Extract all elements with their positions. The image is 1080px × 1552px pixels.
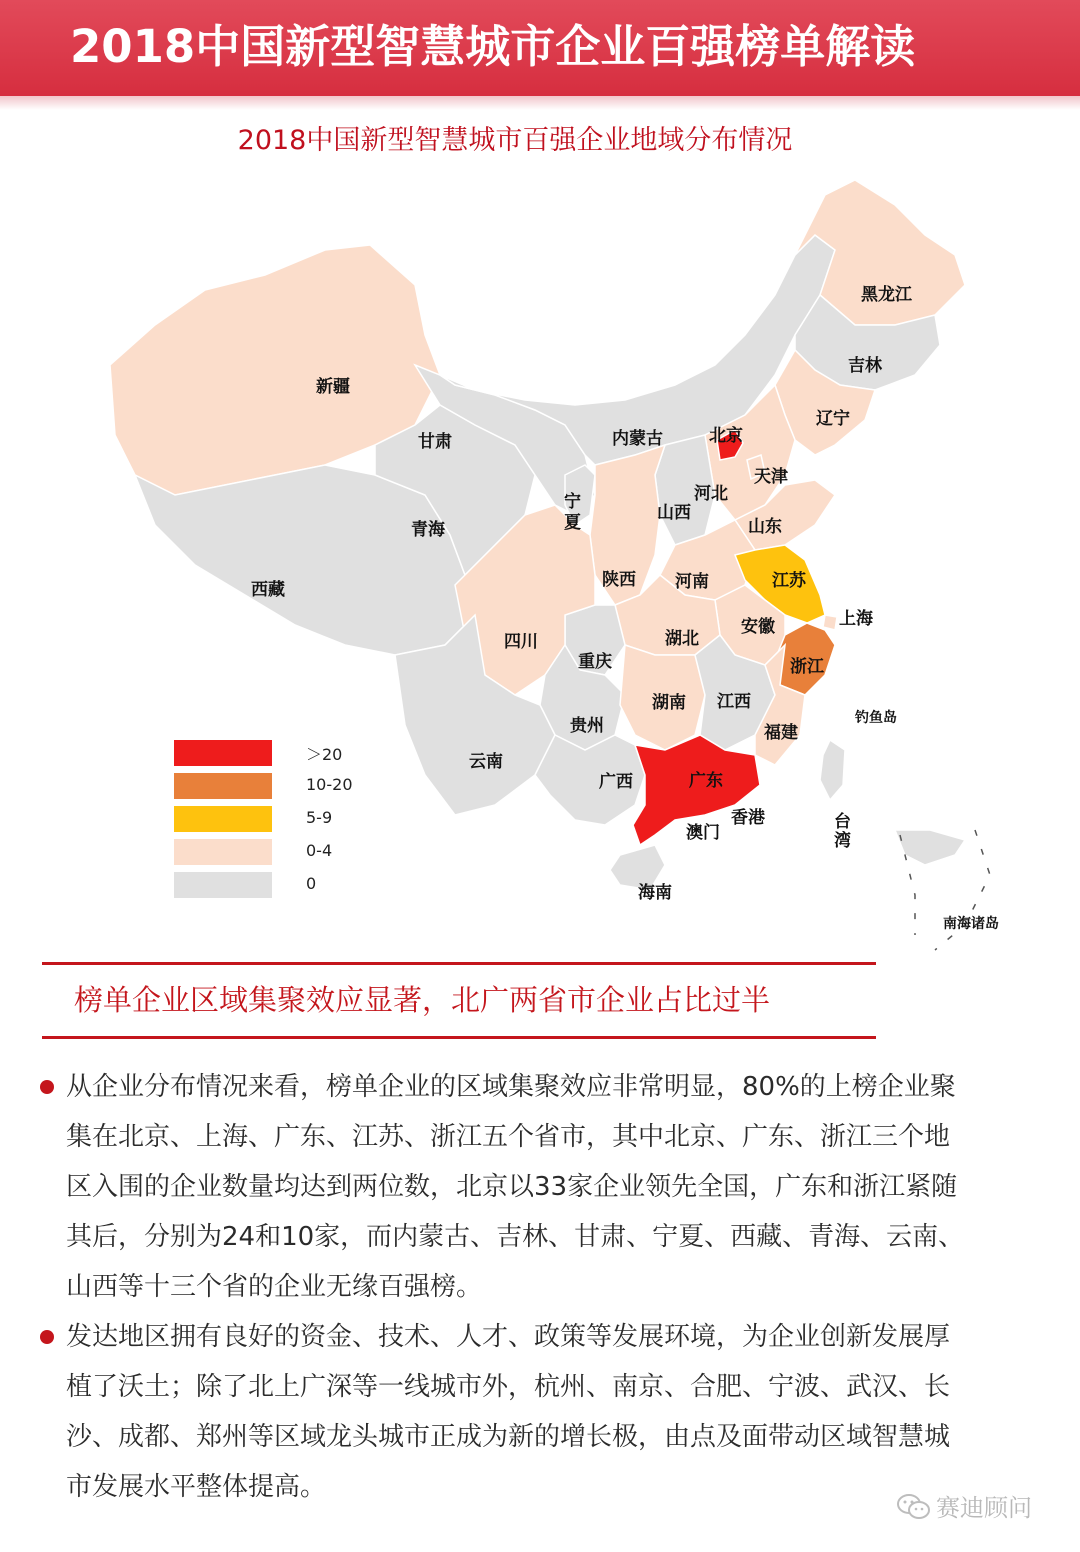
legend-label: ＞20 [306,745,343,764]
label-taiwan-1: 台 [834,812,851,832]
paragraph-line: 植了沃土；除了北上广深等一线城市外，杭州、南京、合肥、宁波、武汉、长 [66,1372,951,1402]
label-tianjin: 天津 [754,467,788,487]
legend-swatch [174,872,272,898]
label-jilin: 吉林 [848,356,882,376]
label-xianggang: 香港 [731,808,765,828]
paragraph-line: 集在北京、上海、广东、江苏、浙江五个省市，其中北京、广东、浙江三个地 [66,1122,951,1152]
label-hunan: 湖南 [652,693,686,713]
paragraph-line: 从企业分布情况来看，榜单企业的区域集聚效应非常明显，80%的上榜企业聚 [66,1072,956,1102]
paragraph-line: 发达地区拥有良好的资金、技术、人才、政策等发展环境，为企业创新发展厚 [66,1322,951,1352]
wechat-icon [896,1492,932,1522]
legend-swatch [174,839,272,865]
label-neimenggu: 内蒙古 [612,429,663,449]
map-subtitle: 2018中国新型智慧城市百强企业地域分布情况 [237,125,793,156]
legend-label: 0-4 [306,841,333,860]
legend-swatch [174,806,272,832]
label-hebei: 河北 [694,484,728,504]
region-taiwan [820,740,845,800]
label-heilongjiang: 黑龙江 [861,285,912,305]
page-title: 2018中国新型智慧城市企业百强榜单解读 [70,20,916,73]
banner-shadow [0,96,1080,110]
label-gansu: 甘肃 [418,432,452,452]
label-chongqing: 重庆 [578,652,612,672]
label-zhejiang: 浙江 [790,657,824,677]
section-rule-top [42,962,876,965]
label-hubei: 湖北 [665,629,699,649]
legend-label: 10-20 [306,775,353,794]
label-jiangsu: 江苏 [772,571,806,591]
legend-swatch [174,773,272,799]
label-shaanxi: 陕西 [602,570,636,590]
label-shanxi: 山西 [657,503,691,523]
bullet-dot [40,1080,54,1094]
label-diaoyudao: 钓鱼岛 [855,710,897,726]
legend-label: 0 [306,874,317,893]
label-liaoning: 辽宁 [816,409,850,429]
label-taiwan-2: 湾 [834,831,851,851]
legend-label: 5-9 [306,808,333,827]
label-aomen: 澳门 [686,823,720,843]
paragraph-line: 沙、成都、郑州等区域龙头城市正成为新的增长极，由点及面带动区域智慧城 [66,1422,951,1452]
paragraph-1 [66,1062,1036,1312]
section-rule-bottom [42,1036,876,1039]
label-yunnan: 云南 [469,752,503,772]
label-guangxi: 广西 [599,772,633,792]
label-anhui: 安徽 [741,617,775,637]
label-guangdong: 广东 [689,771,723,791]
label-guizhou: 贵州 [570,716,604,736]
label-nanhai: 南海诸岛 [943,916,999,932]
label-jiangxi: 江西 [717,692,751,712]
label-shandong: 山东 [748,517,782,537]
label-sichuan: 四川 [504,632,538,652]
label-shanghai: 上海 [839,609,873,629]
watermark-text: 赛迪顾问 [936,1494,1032,1522]
label-xizang: 西藏 [251,580,285,600]
label-ningxia-2: 夏 [564,513,581,533]
section-title: 榜单企业区域集聚效应显著，北广两省市企业占比过半 [74,983,771,1017]
paragraph-line: 其后，分别为24和10家，而内蒙古、吉林、甘肃、宁夏、西藏、青海、云南、 [66,1222,965,1252]
label-fujian: 福建 [764,723,798,743]
paragraph-2 [66,1312,1036,1512]
label-ningxia-1: 宁 [564,492,581,512]
header-banner [0,0,1080,96]
paragraph-line: 区入围的企业数量均达到两位数，北京以33家企业领先全国，广东和浙江紧随 [66,1172,958,1202]
legend-swatch [174,740,272,766]
label-beijing: 北京 [709,426,743,446]
paragraph-line: 山西等十三个省的企业无缘百强榜。 [66,1272,483,1302]
label-henan: 河南 [675,572,709,592]
paragraph-line: 市发展水平整体提高。 [66,1472,327,1502]
label-qinghai: 青海 [411,520,445,540]
region-shanghai [823,615,837,630]
label-hainan: 海南 [638,883,672,903]
label-xinjiang: 新疆 [316,377,350,397]
bullet-dot [40,1330,54,1344]
